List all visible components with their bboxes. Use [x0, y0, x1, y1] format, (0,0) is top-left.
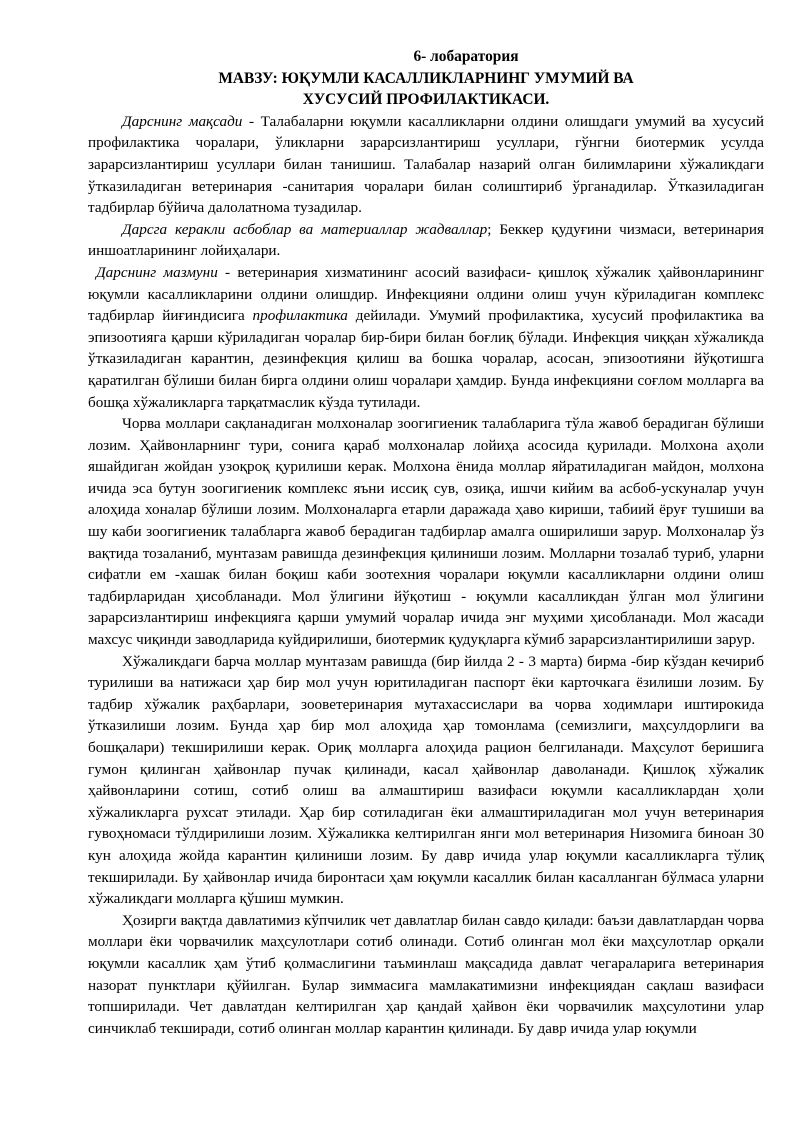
- goal-label: Дарснинг мақсади: [122, 112, 243, 130]
- body-paragraph-2: Хўжаликдаги барча моллар мунтазам равишда (бир йилда 2 - 3 марта) бирма -бир кўздан кечириб турилиши ва натижаси ҳар бир мол учун юритиладиган паспорт ёки карточкага ёзилиши лозим. Бу тадбир хўжалик раҳбарлари, зооветеринария мутахассислари ва чорва ходимлари иштирокида ўтказилиши лозим. Бунда ҳар бир мол алоҳида ҳар томонлама (семизлиги, маҳсулдорлиги ва бошқалари) текширилиши керак. Ориқ молларга алоҳида рацион белгиланади. Маҳсулот беришига гумон қилинган ҳайвонлар пучак қилинади, касал ҳайвонлар даволанади. Қишлоқ хўжалик ҳайвонларини сотиш, сотиб олиш ва алмаштириш вазифаси юқумли касалликлардан ҳоли хўжаликларга рухсат этилади. Ҳар бир сотиладиган ёки алмаштириладиган мол учун ветеринария гувоҳномаси тўлдирилиши лозим. Хўжаликка келтирилган янги мол ветеринария Низомига биноан 30 кун алоҳида жойда карантин қилиниши лозим. Бу давр ичида улар юқумли касалликларга тўлиқ текширилади. Бу ҳайвонлар ичида биронтаси ҳам юқумли касаллик билан касалланган бўлмаса уларни хўжаликдаги молларга қўшиш мумкин.: [88, 652, 764, 908]
- materials-text: ; Беккер қудуғини чизмаси, ветеринария иншоатларининг лойиҳалари.: [88, 220, 764, 260]
- lab-number-heading: 6- лобаратория: [413, 48, 519, 65]
- content-text-before: - ветеринария хизматининг асосий вазифаси- қишлоқ хўжалик ҳайвонларининг юқумли касалликларини олдини олишдир. Инфекцияни олдини олиш учун кўриладиган комплекс тадбирлар йиғиндисига: [88, 263, 765, 325]
- topic-heading-line1: МАВЗУ: ЮҚУМЛИ КАСАЛЛИКЛАРНИНГ УМУМИЙ ВА: [218, 69, 634, 87]
- body-paragraph-3: Ҳозирги вақтда давлатимиз кўпчилик чет давлатлар билан савдо қилади: баъзи давлатлардан чорва моллари ёки чорвачилик маҳсулотлари сотиб олинади. Сотиб олинган мол ёки маҳсулотлар орқали юқумли касаллик ҳам ўтиб қолмаслигини таъминлаш мақсадида давлат чегараларига ветеринария назорат пунктлари қўйилган. Булар зиммасига мамлакатимизни инфекциядан сақлаш вазифаси топширилади. Чет давлатдан келтирилган ҳар қандай ҳайвон ёки чорвачилик маҳсулотини улар синчиклаб текширади, сотиб олинган моллар карантин қилинади. Бу давр ичида улар юқумли: [88, 911, 764, 1037]
- materials-paragraph: [88, 219, 764, 262]
- content-term: профилактика: [252, 307, 348, 325]
- goal-paragraph: [88, 111, 764, 219]
- body-paragraph-1: Чорва моллари сақланадиган молхоналар зоогигиеник талабларига тўла жавоб берадиган бўлиши лозим. Ҳайвонларнинг тури, сонига қараб молхоналар лойиҳа асосида қурилади. Молхона аҳоли яшайдиган жойдан узоқроқ қурилиши керак. Молхона ёнида моллар яйратиладиган майдон, молхона ичида эса бутун зоогигиеник комплекс яъни иссиқ сув, озиқа, ишчи кийим ва асбоб-ускуналар учун алоҳида хоналар бўлиши лозим. Молхоналарга етарли даражада ҳаво кириши, табиий ёруғ тушиши ва шу каби зоогигиеник талабларга жавоб берадиган тадбирлар амалга оширилиши зарур. Молхоналар ўз вақтида тозаланиб, мунтазам равишда дезинфекция қилиниши лозим. Молларни тозалаб туриб, уларни сифатли ем -хашак билан боқиш каби зоотехния чоралари юқумли касалликларни олдини олиш тадбирларидан ҳисобланади. Мол ўлигини йўқотиш - юқумли касалликдан ўлган мол ўлигини зарарсизлантириш инфекцияга қарши умумий чоралар ичида энг муҳими ҳисобланади. Мол жасади махсус чиқинди заводларида куйдирилиши, биотермик қудуқларга кўмиб зарарсизлантирилиши зарур.: [88, 415, 764, 649]
- topic-heading-line2: ХУСУСИЙ ПРОФИЛАКТИКАСИ.: [302, 91, 550, 109]
- goal-text: - Талабаларни юқумли касалликларни олдини олишдаги умумий ва хусусий профилактика чоралари, ўликларни зарарсизлантириш усуллари, гўнгни биотермик усулда зарарсизлантириш усуллари билан танишиш. Талабалар назарий олган билимларини хўжаликдаги ўтказиладиган ветеринария -санитария чоралари билан солиштириб ўрганадилар. Ўтказиладиган тадбирлар бўйича далолатнома тузадилар.: [88, 112, 764, 217]
- materials-label: Дарсга керакли асбоблар ва материаллар жадваллар: [122, 220, 488, 238]
- content-paragraph: [88, 262, 764, 413]
- content-text-after: дейилади. Умумий профилактика, хусусий профилактика ва эпизоотияга қарши кўриладиган чоралар бир-бири билан боғлиқ бўлади. Инфекция чиққан хўжаликда ўтказиладиган карантин, дезинфекция қилиш ва бошка чоралар, асосан, эпизоотияни йўқотишга қаратилган бўлиши билан бирга олдини олиш чоралари ҳамдир. Бунда инфекцияни соғлом молларга ва бошқа хўжаликларга тарқатмаслик кўзда тутилади.: [88, 307, 764, 411]
- document-page: [88, 46, 764, 1039]
- content-label: Дарснинг мазмуни: [96, 263, 218, 281]
